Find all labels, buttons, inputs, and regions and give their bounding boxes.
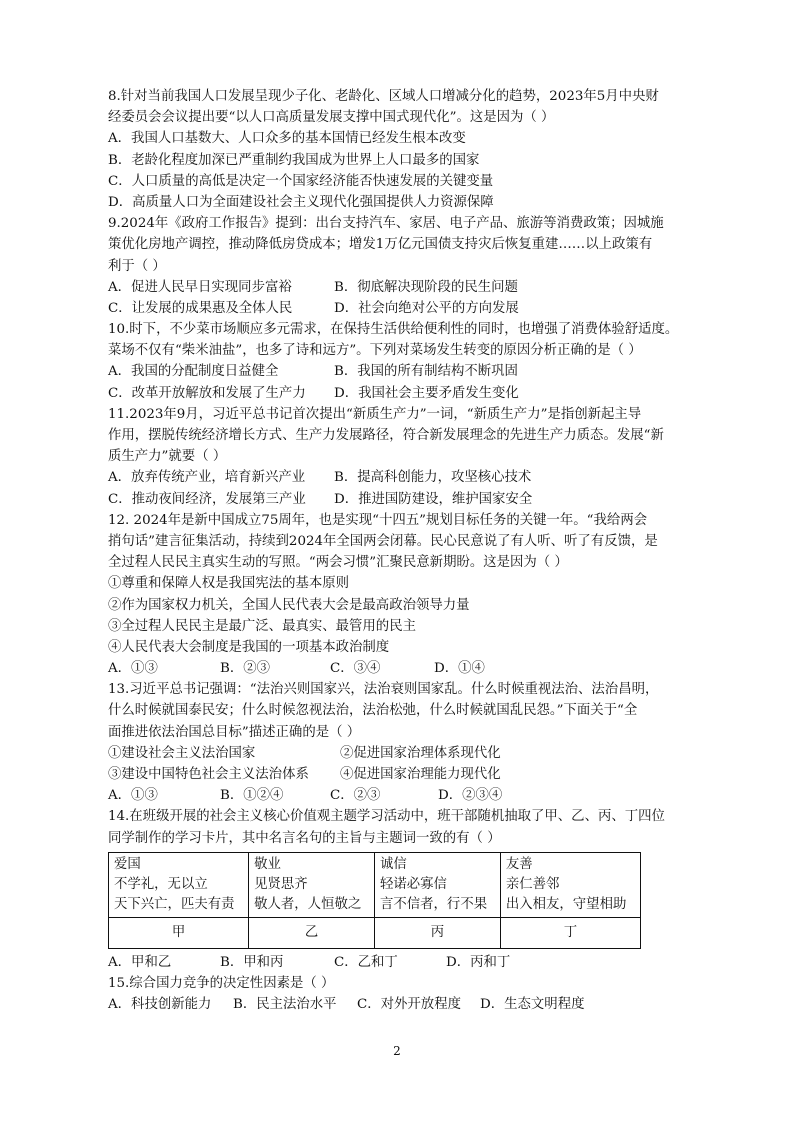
option-c: C．③④ (330, 661, 381, 677)
question-stem-line: 同学制作的学习卡片，其中名言名句的主旨与主题词一致的有（ ） (108, 830, 501, 846)
card-label: 乙 (249, 917, 375, 948)
question-stem-line: 15.综合国力竞争的决定性因素是（ ） (108, 975, 335, 991)
question-9 (108, 213, 688, 319)
card-quote: 天下兴亡，匹夫有责 (114, 896, 235, 912)
question-12 (108, 510, 688, 680)
card-quote: 出入相友，守望相助 (505, 896, 627, 912)
card-content-row (109, 852, 641, 917)
card-theme: 诚信 (379, 856, 407, 872)
statement-row (108, 764, 688, 785)
card-quote: 不学礼，无以立 (114, 876, 208, 892)
option-a: A．科技创新能力 (108, 997, 212, 1013)
question-stem-line: 菜场不仅有“柴米油盐”，也多了诗和远方”。下列对菜场发生转变的原因分析正确的是（ ） (108, 343, 642, 359)
question-stem-line: 12. 2024年是新中国成立75周年，也是实现“十四五”规划目标任务的关键一年。“我给两会 (108, 512, 648, 528)
option-a: A．我国的分配制度日益健全 (108, 364, 279, 380)
question-stem-line: 经委员会会议提出要“以人口高质量发展支撑中国式现代化”。这是因为（ ） (108, 110, 555, 126)
card-theme: 友善 (505, 856, 533, 872)
card-label: 甲 (109, 917, 249, 948)
option-row (108, 994, 688, 1015)
question-13 (108, 679, 688, 806)
option-b: B．老龄化程度加深已严重制约我国成为世界上人口最多的国家 (108, 152, 480, 168)
option-row (108, 383, 688, 404)
option-row (108, 489, 688, 510)
statement-item: ②作为国家权力机关，全国人民代表大会是最高政治领导力量 (108, 597, 470, 613)
option-c: C．推动夜间经济，发展第三产业 (108, 491, 306, 507)
card-yi (249, 852, 375, 917)
statement-item: ①建设社会主义法治国家 (108, 745, 256, 761)
option-c: C．改革开放解放和发展了生产力 (108, 385, 306, 401)
card-quote: 轻诺必寡信 (379, 876, 447, 892)
option-d: D．②③④ (438, 788, 503, 804)
card-label: 丁 (500, 917, 640, 948)
card-quote: 亲仁善邻 (505, 876, 560, 892)
option-c: C．让发展的成果惠及全体人民 (108, 300, 293, 316)
question-stem-line: 9.2024年《政府工作报告》提到：出台支持汽车、家居、电子产品、旅游等消费政策；因城施 (108, 216, 664, 232)
question-10 (108, 319, 688, 404)
option-d: D．推进国防建设，维护国家安全 (334, 491, 533, 507)
option-a: A．放弃传统产业，培育新兴产业 (108, 470, 306, 486)
card-label: 丙 (374, 917, 500, 948)
card-label-row (109, 917, 641, 948)
question-8 (108, 86, 688, 213)
option-d: D．高质量人口为全面建设社会主义现代化强国提供人力资源保障 (108, 194, 494, 210)
option-d: D．我国社会主要矛盾发生变化 (334, 385, 519, 401)
statement-item: ③建设中国特色社会主义法治体系 (108, 767, 309, 782)
statement-item: ④人民代表大会制度是我国的一项基本政治制度 (108, 639, 390, 655)
option-a: A．①③ (108, 788, 158, 804)
option-b: B．彻底解决现阶段的民生问题 (334, 279, 518, 295)
question-stem-line: 全过程人民民主真实生动的写照。“两会习惯”汇聚民意新期盼。这是因为（ ） (108, 555, 568, 571)
card-quote: 敬人者，人恒敬之 (254, 896, 362, 912)
option-b: B．甲和丙 (220, 954, 284, 970)
question-stem-line: 策优化房地产调控，推动降低房贷成本；增发1万亿元国债支持灾后恢复重建……以上政策有 (108, 237, 653, 253)
question-stem-line: 利于（ ） (108, 258, 166, 274)
option-a: A．①③ (108, 661, 158, 677)
option-c: C．对外开放程度 (357, 997, 461, 1013)
page-number: 2 (393, 1044, 401, 1058)
option-row (108, 277, 688, 298)
question-stem-line: 捎句话”建言征集活动，持续到2024年全国两会闭幕。民心民意说了有人听、听了有反馈，是 (108, 533, 658, 549)
option-c: C．乙和丁 (334, 954, 398, 970)
option-b: B．②③ (220, 661, 271, 677)
question-stem-line: 14.在班级开展的社会主义核心价值观主题学习活动中，班干部随机抽取了甲、乙、丙、丁四位 (108, 809, 665, 825)
option-c: C．人口质量的高低是决定一个国家经济能否快速发展的关键变量 (108, 173, 494, 189)
option-row (108, 467, 688, 488)
question-stem-line: 什么时候就国泰民安；什么时候忽视法治，法治松弛，什么时候就国乱民怨。”下面关于“全 (108, 703, 638, 719)
question-stem-line: 质生产力”就要（ ） (108, 449, 227, 465)
option-d: D．生态文明程度 (480, 997, 585, 1013)
statement-item: ③全过程人民民主是最广泛、最真实、最管用的民主 (108, 618, 416, 634)
option-b: B．提高科创能力，攻坚核心技术 (334, 470, 532, 486)
option-a: A．甲和乙 (108, 954, 172, 970)
option-row (108, 952, 688, 973)
option-a: A．促进人民早日实现同步富裕 (108, 279, 292, 295)
question-14 (108, 806, 688, 973)
exam-page (108, 86, 688, 1015)
question-stem-line: 13.习近平总书记强调：“法治兴则国家兴，法治衰则国家乱。什么时候重视法治、法治昌明， (108, 682, 659, 698)
question-stem-line: 10.时下，不少菜市场顺应多元需求，在保持生活供给便利性的同时，也增强了消费体验舒适度。 (108, 322, 679, 338)
option-row (108, 361, 688, 382)
option-row (108, 298, 688, 319)
option-row (108, 658, 688, 679)
card-quote: 见贤思齐 (254, 876, 308, 892)
option-row (108, 785, 688, 806)
question-11 (108, 404, 688, 510)
statement-row (108, 743, 688, 764)
study-cards-table (108, 852, 641, 949)
statement-item: ②促进国家治理体系现代化 (340, 745, 501, 761)
card-jia (109, 852, 249, 917)
statement-item: ①尊重和保障人权是我国宪法的基本原则 (108, 576, 350, 592)
card-quote: 言不信者，行不果 (379, 896, 488, 912)
question-15 (108, 973, 688, 1015)
card-theme: 爱国 (114, 856, 141, 872)
question-stem-line: 11.2023年9月，习近平总书记首次提出“新质生产力”一词，“新质生产力”是指创新起主导 (108, 406, 642, 422)
option-a: A．我国人口基数大、人口众多的基本国情已经发生根本改变 (108, 131, 466, 147)
option-b: B．我国的所有制结构不断巩固 (334, 364, 518, 380)
option-d: D．丙和丁 (446, 954, 511, 970)
option-d: D．社会向绝对公平的方向发展 (334, 300, 519, 316)
card-theme: 敬业 (254, 856, 281, 872)
option-b: B．①②④ (220, 788, 284, 804)
card-ding (500, 852, 640, 917)
question-stem-line: 8.针对当前我国人口发展呈现少子化、老龄化、区域人口增减分化的趋势，2023年5月中央财 (108, 89, 659, 104)
statement-item: ④促进国家治理能力现代化 (340, 767, 501, 782)
card-bing (374, 852, 500, 917)
question-stem-line: 面推进依法治国总目标”描述正确的是（ ） (108, 724, 361, 740)
question-stem-line: 作用，摆脱传统经济增长方式、生产力发展路径，符合新发展理念的先进生产力质态。发展“新 (108, 428, 664, 443)
option-b: B．民主法治水平 (233, 997, 337, 1013)
option-c: C．②③ (330, 788, 381, 804)
option-d: D．①④ (434, 661, 485, 677)
